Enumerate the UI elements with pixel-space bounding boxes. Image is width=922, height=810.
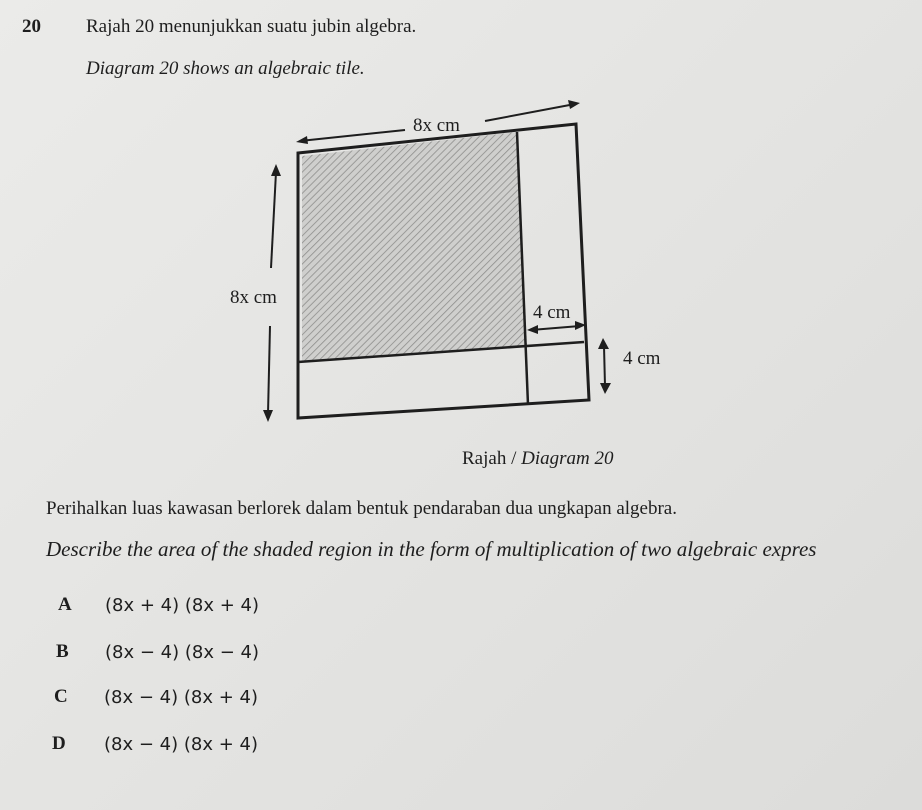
- question-text-english: Diagram 20 shows an algebraic tile.: [86, 58, 365, 79]
- option-d-text: (8x − 4) (8x + 4): [104, 734, 258, 755]
- label-left-8x: 8x cm: [230, 287, 277, 308]
- option-b-letter: B: [56, 641, 69, 662]
- label-right-4cm: 4 cm: [623, 348, 661, 369]
- option-a-letter: A: [58, 594, 72, 615]
- option-c-letter: C: [54, 686, 68, 707]
- instruction-malay: Perihalkan luas kawasan berlorek dalam bentuk pendaraban dua ungkapan algebra.: [46, 498, 677, 519]
- label-inner-4cm: 4 cm: [533, 302, 571, 323]
- option-b[interactable]: [56, 641, 259, 663]
- option-d[interactable]: [52, 733, 258, 755]
- option-d-letter: D: [52, 733, 66, 754]
- question-number: 20: [22, 16, 41, 37]
- option-a-text: (8x + 4) (8x + 4): [105, 595, 259, 616]
- option-c[interactable]: [54, 686, 258, 708]
- right-height-arrow: [598, 338, 611, 394]
- question-text-malay: Rajah 20 menunjukkan suatu jubin algebra.: [86, 16, 417, 37]
- shaded-region: [302, 132, 527, 362]
- option-c-text: (8x − 4) (8x + 4): [104, 687, 258, 708]
- option-b-text: (8x − 4) (8x − 4): [105, 642, 259, 663]
- diagram-caption: [462, 448, 613, 470]
- option-a[interactable]: [58, 594, 259, 616]
- label-top-8x: 8x cm: [413, 115, 460, 136]
- instruction-english: Describe the area of the shaded region in the form of multiplication of two algebraic expres: [46, 537, 817, 561]
- caption-malay: Rajah /: [462, 448, 517, 469]
- caption-english: Diagram 20: [521, 448, 614, 469]
